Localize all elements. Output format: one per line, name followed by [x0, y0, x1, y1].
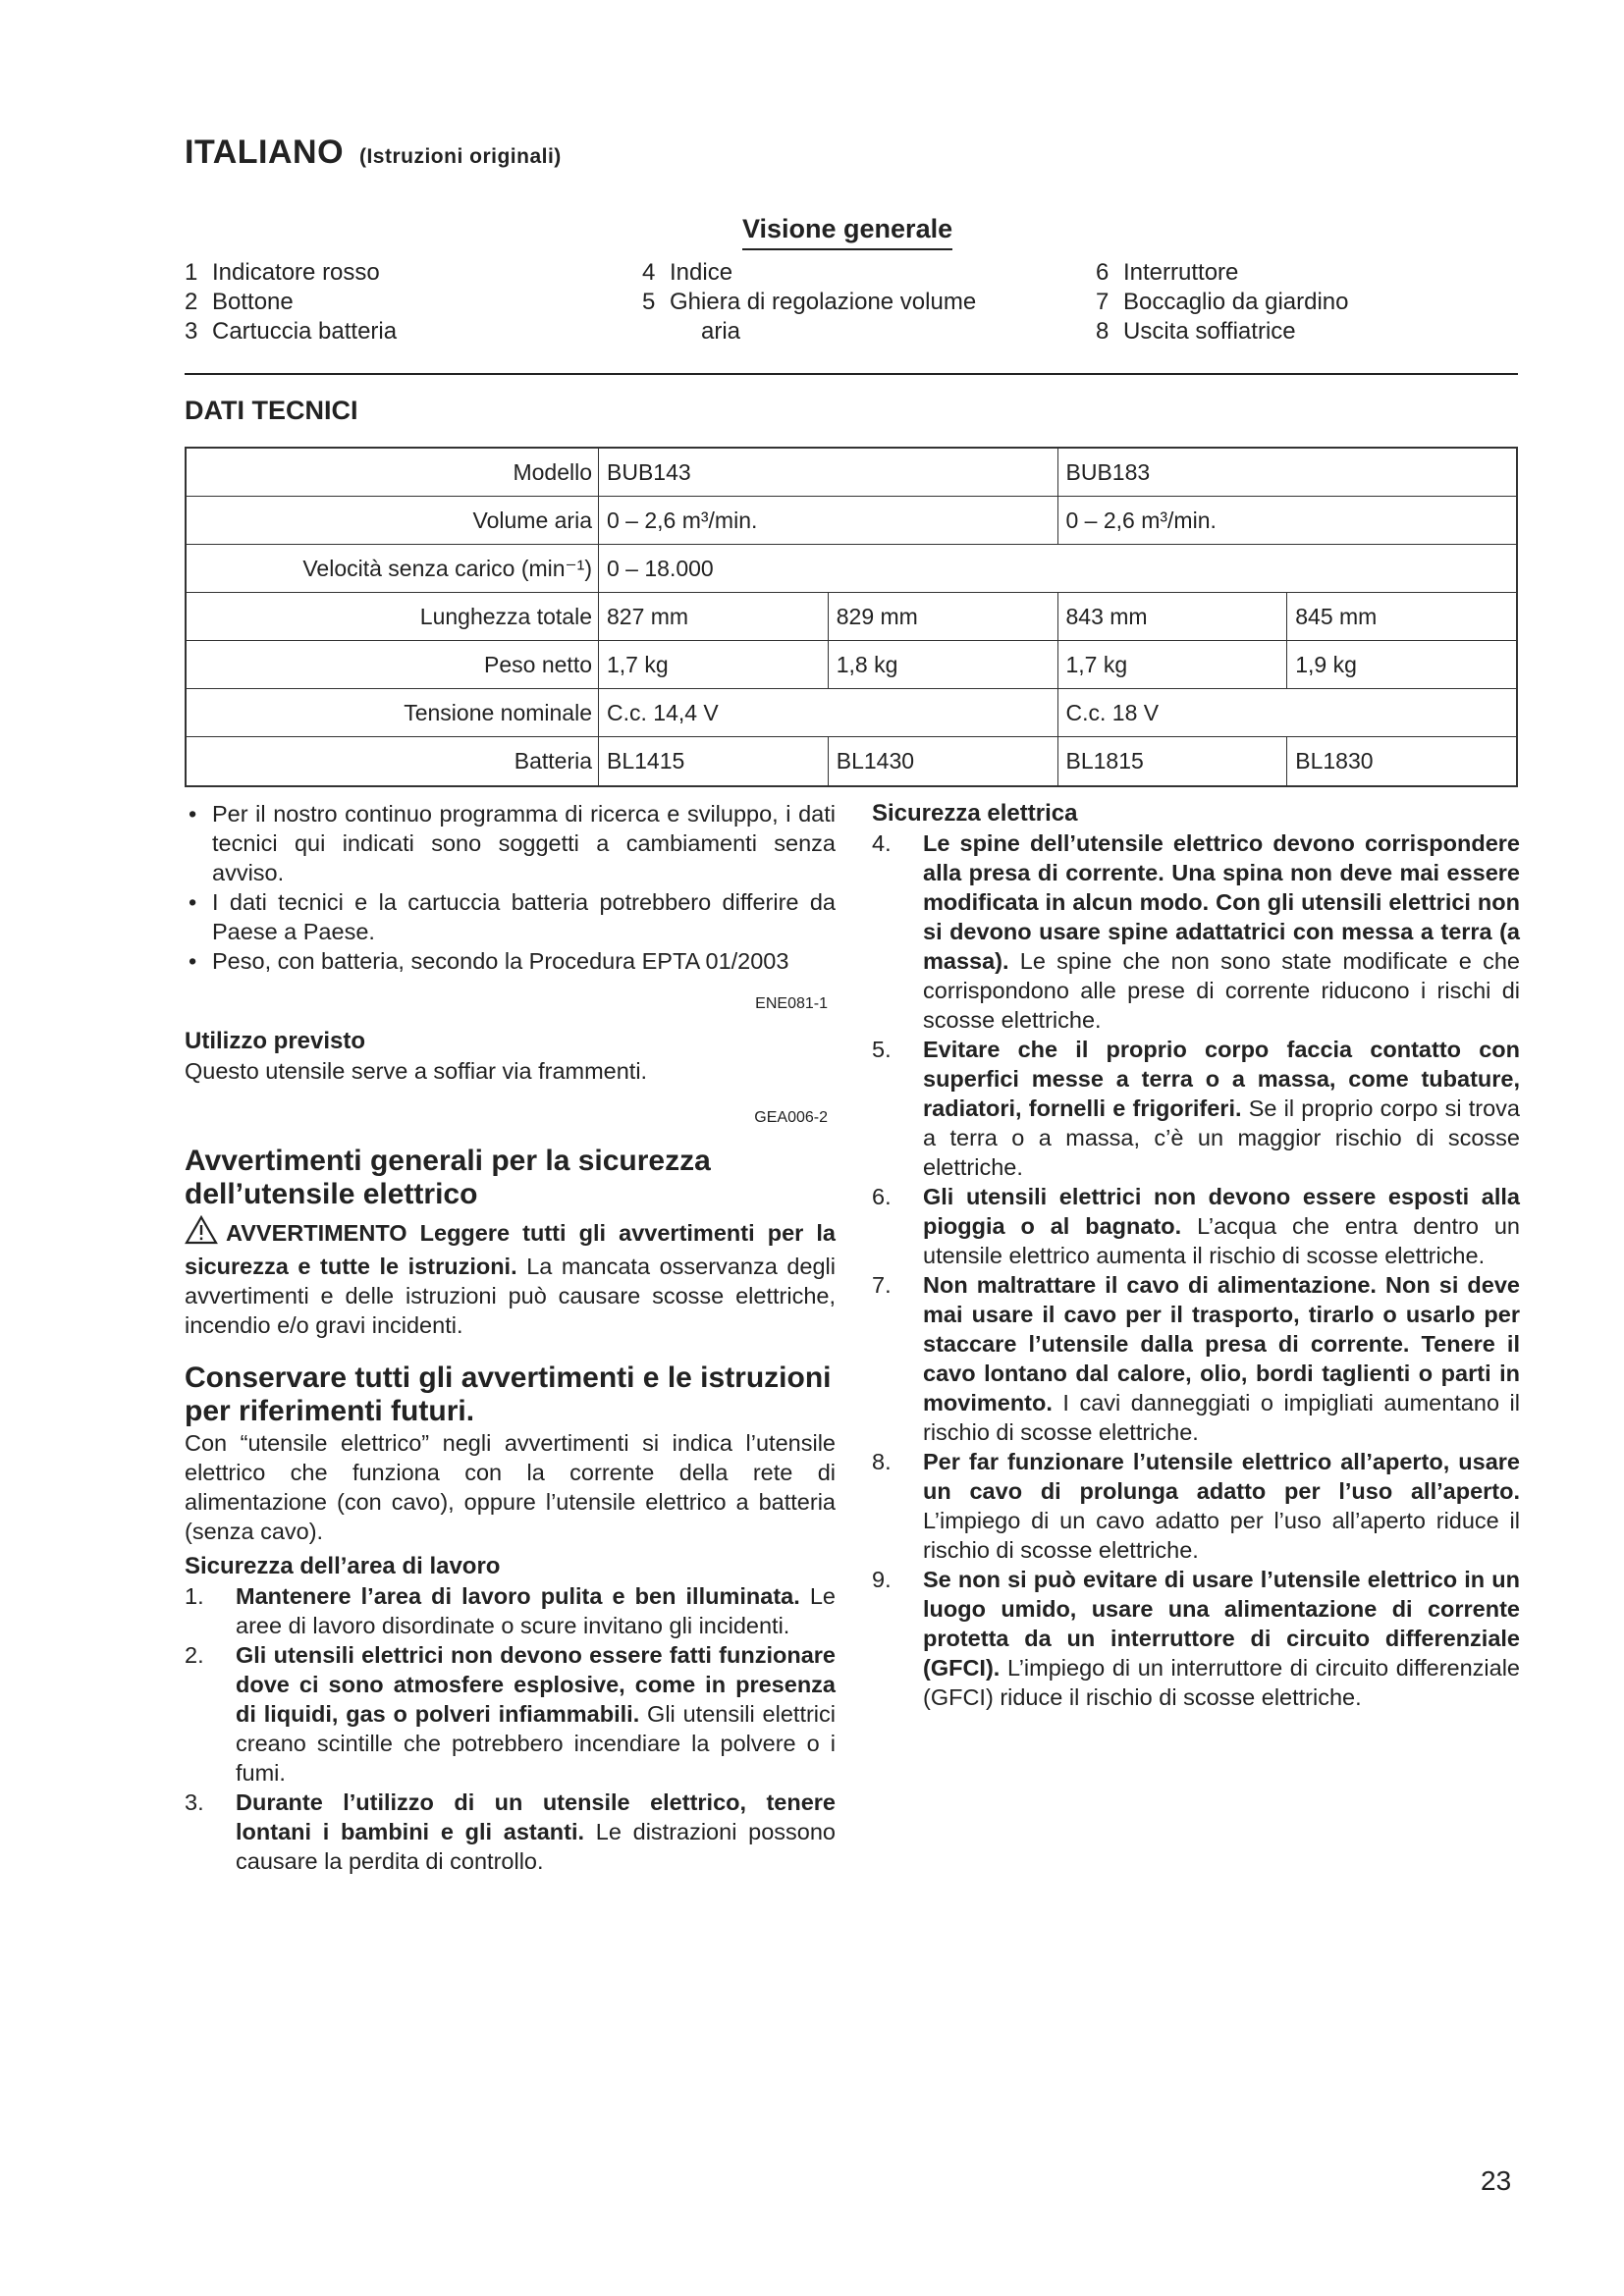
reference-code: GEA006-2: [754, 1109, 828, 1126]
spec-value: 0 – 18.000: [607, 555, 714, 581]
electrical-safety-heading: Sicurezza elettrica: [872, 800, 1078, 827]
overview-label: Ghiera di regolazione volume: [670, 289, 977, 315]
spec-value: 827 mm: [599, 593, 829, 640]
item-text: Le distrazioni possono causare la perdita di controllo.: [236, 1819, 836, 1874]
spec-label: Velocità senza carico (min⁻¹): [187, 545, 599, 592]
list-item: [872, 828, 1520, 1035]
list-item: [872, 1270, 1520, 1447]
spec-value: BL1830: [1295, 748, 1374, 774]
item-text: L’acqua che entra dentro un utensile elettrico aumenta il rischio di scosse elettriche.: [923, 1213, 1520, 1268]
intended-use-text: Questo utensile serve a soffiar via frammenti.: [185, 1058, 648, 1084]
item-bold-text: Se non si può evitare di usare l’utensile elettrico in un luogo umido, usare una alimentazione di corrente protetta da un interruttore di circuito differenziale (GFCI).: [923, 1567, 1520, 1681]
overview-label: Uscita soffiatrice: [1123, 318, 1296, 345]
list-item: [872, 1035, 1520, 1182]
item-number: 2.: [185, 1642, 204, 1668]
spec-label: Tensione nominale: [187, 689, 599, 736]
language-subtitle: (Istruzioni originali): [358, 145, 562, 168]
spec-value: C.c. 18 V: [1065, 699, 1160, 725]
spec-note: • Peso, con batteria, secondo la Procedura EPTA 01/2003: [189, 948, 789, 974]
spec-value: C.c. 14,4 V: [599, 689, 1058, 736]
item-number: 7.: [872, 1272, 892, 1298]
item-bold-text: Non maltrattare il cavo di alimentazione. Non si deve mai usare il cavo per il trasporto, tirarlo o usarlo per staccare l’utensile dalla presa di corrente. Tenere il cavo lontano dal calore, olio, bordi taglienti o parti in movimento.: [923, 1272, 1520, 1415]
overview-num: 2: [185, 289, 198, 315]
item-text: L’impiego di un interruttore di circuito differenziale (GFCI) riduce il rischio di scosse elettriche.: [923, 1655, 1520, 1710]
list-item: [872, 1447, 1520, 1565]
overview-column-3: [1096, 258, 1508, 347]
spec-value: BUB183: [1065, 458, 1151, 485]
item-number: 9.: [872, 1567, 892, 1592]
list-item: [185, 1788, 836, 1876]
item-number: 3.: [185, 1789, 204, 1815]
right-column: [872, 799, 1520, 1712]
item-text: L’impiego di un cavo adatto per l’uso all’aperto riduce il rischio di scosse elettriche.: [923, 1508, 1520, 1563]
specs-heading: DATI TECNICI: [185, 396, 358, 425]
list-item: [185, 1581, 836, 1640]
left-column: [185, 799, 836, 1876]
list-item: [185, 1640, 836, 1788]
overview-heading: Visione generale: [742, 214, 952, 250]
item-text: I cavi danneggiati o impigliati aumentano il rischio di scosse elettriche.: [923, 1390, 1520, 1445]
spec-row-voltage: [187, 689, 1516, 737]
language-title: ITALIANO: [185, 133, 345, 171]
item-bold-text: Gli utensili elettrici non devono essere esposti alla pioggia o al bagnato.: [923, 1184, 1520, 1239]
intended-use-heading: Utilizzo previsto: [185, 1028, 366, 1054]
spec-value: 829 mm: [829, 593, 1058, 640]
overview-column-1: [185, 258, 597, 347]
overview-num: 3: [185, 318, 198, 345]
item-bold-text: Le spine dell’utensile elettrico devono corrispondere alla presa di corrente. Una spina non deve mai essere modificata in alcun modo. Con gli utensili elettrici non si devono usare spine adattatrici con messa a terra (a massa).: [923, 830, 1520, 974]
overview-label: Indicatore rosso: [212, 259, 380, 286]
overview-num: 6: [1096, 259, 1110, 286]
keep-instructions-text: Con “utensile elettrico” negli avvertimenti si indica l’utensile elettrico che funziona con la corrente della rete di alimentazione (con cavo), oppure l’utensile elettrico a batteria (senza cavo).: [185, 1430, 836, 1544]
spec-label: Peso netto: [187, 641, 599, 688]
spec-value: 0 – 2,6 m³/min.: [599, 497, 1058, 544]
item-text: Le spine che non sono state modificate e che corrispondono alle prese di corrente riducono i rischi di scosse elettriche.: [923, 948, 1520, 1033]
item-bold-text: Mantenere l’area di lavoro pulita e ben illuminata.: [236, 1583, 800, 1609]
overview-num: 4: [642, 259, 656, 286]
spec-value: 1,7 kg: [1058, 641, 1288, 688]
overview-num: 8: [1096, 318, 1110, 345]
warning-text: La mancata osservanza degli avvertimenti e delle istruzioni può causare scosse elettriche, incendio e/o gravi incidenti.: [185, 1254, 836, 1338]
spec-value: 1,9 kg: [1295, 651, 1357, 677]
spec-label: Batteria: [187, 737, 599, 785]
spec-value: BL1815: [1058, 737, 1288, 785]
page-number: 23: [1481, 2165, 1512, 2196]
page-header: [185, 133, 562, 172]
spec-value: 1,8 kg: [829, 641, 1058, 688]
list-item: [872, 1182, 1520, 1270]
warning-bold-text: AVVERTIMENTO Leggere tutti gli avvertimenti per la sicurezza e tutte le istruzioni.: [185, 1220, 836, 1279]
spec-value: BUB143: [599, 449, 1058, 496]
item-text: Se il proprio corpo si trova a terra o a massa, c’è un maggior rischio di scosse elettriche.: [923, 1095, 1520, 1180]
overview-label: Boccaglio da giardino: [1123, 289, 1349, 315]
specs-table: [185, 447, 1518, 787]
overview-num: 1: [185, 259, 198, 286]
warning-triangle-icon: [185, 1215, 218, 1252]
overview-column-2: [642, 258, 1055, 347]
overview-label: Cartuccia batteria: [212, 318, 398, 345]
item-number: 8.: [872, 1449, 892, 1474]
spec-note-text: Per il nostro continuo programma di ricerca e sviluppo, i dati tecnici qui indicati sono soggetti a cambiamenti senza avviso.: [212, 801, 836, 885]
item-number: 5.: [872, 1037, 892, 1062]
overview-num: 7: [1096, 289, 1110, 315]
spec-value: 845 mm: [1295, 603, 1378, 629]
spec-row-air-volume: [187, 497, 1516, 545]
spec-note: • I dati tecnici e la cartuccia batteria potrebbero differire da Paese a Paese.: [189, 889, 836, 944]
item-text: Le aree di lavoro disordinate o scure invitano gli incidenti.: [236, 1583, 836, 1638]
spec-note-text: Peso, con batteria, secondo la Procedura EPTA 01/2003: [212, 948, 789, 974]
spec-row-battery: [187, 737, 1516, 785]
spec-note: • Per il nostro continuo programma di ricerca e sviluppo, i dati tecnici qui indicati sono soggetti a cambiamenti senza avviso.: [189, 801, 836, 885]
spec-label: Volume aria: [187, 497, 599, 544]
overview-label: Interruttore: [1123, 259, 1239, 286]
spec-label: Modello: [187, 449, 599, 496]
spec-value: 843 mm: [1058, 593, 1288, 640]
item-number: 6.: [872, 1184, 892, 1209]
general-warnings-heading: Avvertimenti generali per la sicurezza dell’utensile elettrico: [185, 1145, 711, 1210]
item-bold-text: Per far funzionare l’utensile elettrico all’aperto, usare un cavo di prolunga adatto per l’uso all’aperto.: [923, 1449, 1520, 1504]
spec-row-model: [187, 449, 1516, 497]
warning-paragraph: [185, 1215, 836, 1340]
spec-value: BL1415: [599, 737, 829, 785]
spec-label: Lunghezza totale: [187, 593, 599, 640]
list-item: [872, 1565, 1520, 1712]
overview-num: 5: [642, 289, 656, 315]
reference-code: ENE081-1: [755, 995, 828, 1012]
spec-note-text: I dati tecnici e la cartuccia batteria potrebbero differire da Paese a Paese.: [212, 889, 836, 944]
work-area-heading: Sicurezza dell’area di lavoro: [185, 1553, 501, 1579]
item-bold-text: Evitare che il proprio corpo faccia contatto con superfici messe a terra o a massa, come tubature, radiatori, fornelli e frigoriferi.: [923, 1037, 1520, 1121]
spec-row-net-weight: [187, 641, 1516, 689]
spec-value: 1,7 kg: [599, 641, 829, 688]
item-number: 1.: [185, 1583, 204, 1609]
item-text: Gli utensili elettrici creano scintille che potrebbero incendiare la polvere o i fumi.: [236, 1701, 836, 1786]
overview-label: Bottone: [212, 289, 294, 315]
keep-instructions-heading: Conservare tutti gli avvertimenti e le istruzioni per riferimenti futuri.: [185, 1362, 832, 1427]
item-number: 4.: [872, 830, 892, 856]
spec-row-no-load-speed: [187, 545, 1516, 593]
item-bold-text: Gli utensili elettrici non devono essere fatti funzionare dove ci sono atmosfere esplosive, come in presenza di liquidi, gas o polveri infiammabili.: [236, 1642, 836, 1727]
spec-row-length: [187, 593, 1516, 641]
spec-value: BL1430: [829, 737, 1058, 785]
overview-label: Indice: [670, 259, 733, 286]
section-divider: [185, 373, 1518, 375]
item-bold-text: Durante l’utilizzo di un utensile elettrico, tenere lontani i bambini e gli astanti.: [236, 1789, 836, 1844]
overview-label: aria: [701, 318, 741, 345]
spec-value: 0 – 2,6 m³/min.: [1065, 507, 1217, 533]
